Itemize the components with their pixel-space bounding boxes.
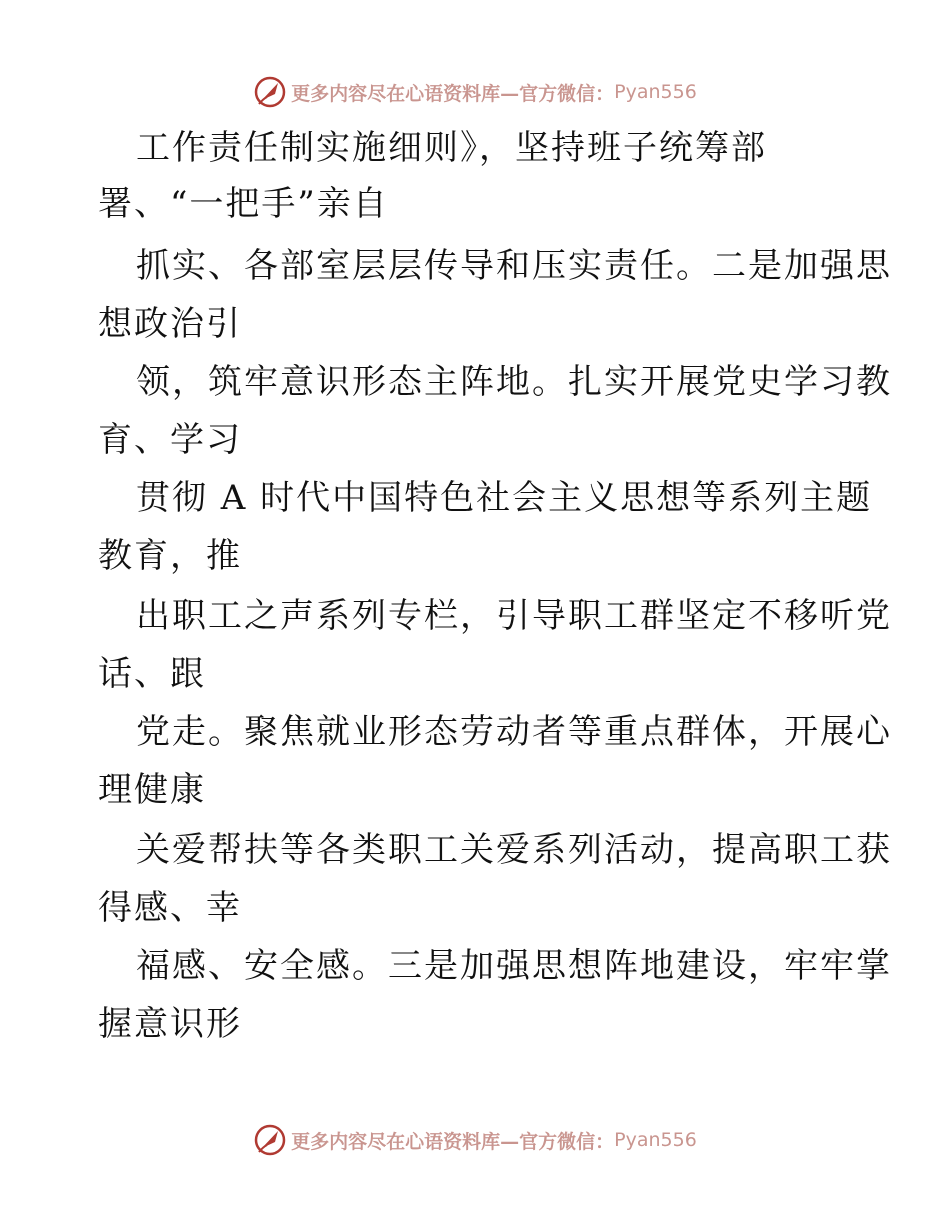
text-line: 工作责任制实施细则》，坚持班子统筹部	[136, 128, 767, 168]
text-line: 党走。聚焦就业形态劳动者等重点群体，开展心	[136, 712, 892, 752]
quill-pen-logo-icon	[253, 1123, 287, 1157]
text-line: 教育，推	[98, 536, 242, 576]
text-line: 贯彻 A 时代中国特色社会主义思想等系列主题	[136, 478, 873, 518]
text-line: 出职工之声系列专栏，引导职工群坚定不移听党	[136, 596, 892, 636]
text-line: 想政治引	[98, 304, 242, 344]
header-watermark	[0, 72, 950, 112]
watermark-wechat-handle: Pyan556	[614, 81, 697, 103]
text-line: 署、“一把手”亲自	[98, 184, 389, 224]
text-line: 理健康	[98, 770, 206, 810]
text-line: 关爱帮扶等各类职工关爱系列活动，提高职工获	[136, 830, 892, 870]
text-line: 福感、安全感。三是加强思想阵地建设，牢牢掌	[136, 946, 892, 986]
text-line: 领，筑牢意识形态主阵地。扎实开展党史学习教	[136, 362, 892, 402]
footer-watermark	[0, 1120, 950, 1160]
text-line: 抓实、各部室层层传导和压实责任。二是加强思	[136, 246, 892, 286]
text-line: 话、跟	[98, 654, 206, 694]
text-line: 握意识形	[98, 1004, 242, 1044]
text-line: 育、学习	[98, 420, 242, 460]
text-line: 得感、幸	[98, 888, 242, 928]
watermark-text: 更多内容尽在心语资料库—官方微信：	[291, 82, 615, 105]
watermark-text: 更多内容尽在心语资料库—官方微信：	[291, 1130, 615, 1153]
watermark-wechat-handle: Pyan556	[614, 1129, 697, 1151]
quill-pen-logo-icon	[253, 75, 287, 109]
